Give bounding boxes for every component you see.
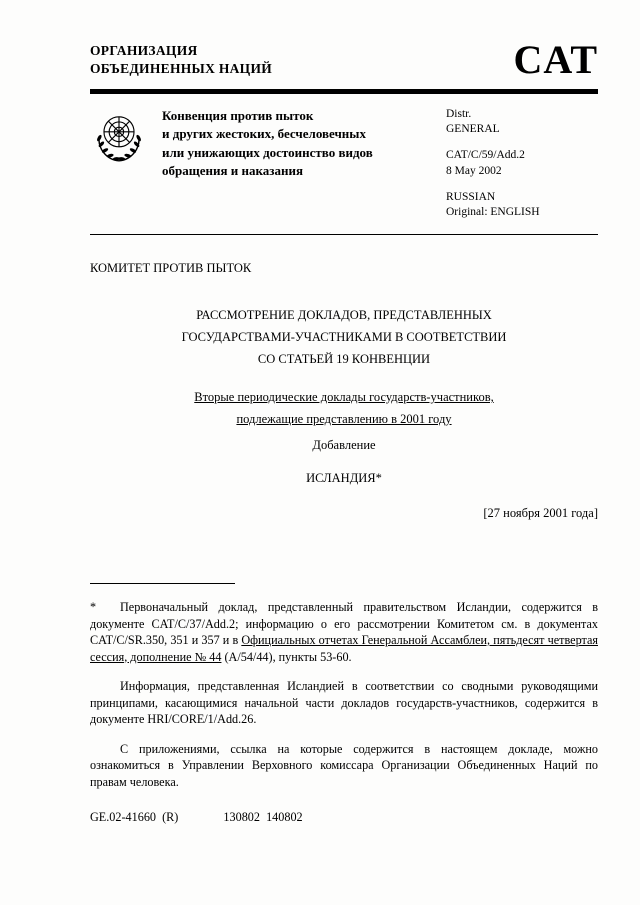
document-number: CAT/C/59/Add.2: [446, 149, 525, 162]
convention-title-line3: или унижающих достоинство видов: [162, 144, 373, 160]
distr-value: GENERAL: [446, 123, 500, 136]
organization-name-line2: ОБЪЕДИНЕННЫХ НАЦИЙ: [90, 61, 273, 77]
organization-name-line1: ОРГАНИЗАЦИЯ: [90, 43, 198, 58]
footnote-3: С приложениями, ссылка на которые содержится в настоящем докладе, можно ознакомиться в Управлении Верховного комиссара Организации Объединенных Наций по правам человека.: [90, 741, 598, 789]
footnote-1-text-end: (А/54/44), пункты 53-60.: [221, 649, 352, 664]
print-codes: 130802 140802: [223, 810, 303, 824]
convention-title-line2: и других жестоких, бесчеловечных: [162, 126, 366, 142]
convention-title-line4: обращения и наказания: [162, 163, 304, 179]
document-symbol: CAT: [513, 37, 598, 82]
page-footer: [90, 810, 303, 825]
convention-title: [162, 107, 434, 220]
report-title-line2: ГОСУДАРСТВАМИ-УЧАСТНИКАМИ В СООТВЕТСТВИИ: [181, 330, 507, 345]
distr-label: Distr.: [446, 108, 472, 120]
un-emblem-icon: [90, 109, 148, 220]
footnote-separator-rule: [90, 583, 235, 584]
committee-heading: КОМИТЕТ ПРОТИВ ПЫТОК: [90, 261, 252, 276]
report-title: [90, 304, 598, 370]
document-language: RUSSIAN: [446, 190, 496, 203]
masthead: [90, 107, 598, 220]
organization-name: [90, 42, 272, 78]
footnote-1-text: Первоначальный доклад, представленный правительством Исландии, содержится в документе CAT/C/37/Add.2; информацию о его рассмотрении Комитетом см. в документах CAT/C/SR.350, 351 и 357 и в: [90, 600, 598, 648]
report-title-line1: РАССМОТРЕНИЕ ДОКЛАДОВ, ПРЕДСТАВЛЕННЫХ: [196, 308, 492, 323]
document-body: [90, 261, 598, 521]
footnote-marker: *: [90, 600, 97, 615]
footnotes-section: [90, 599, 598, 790]
convention-title-line1: Конвенция против пыток: [162, 108, 314, 123]
addendum-label: Добавление: [312, 438, 376, 453]
distribution-block: [446, 107, 598, 220]
document-header: [90, 37, 598, 84]
document-date: 8 May 2002: [446, 164, 502, 177]
ge-number: GE.02-41660 (R): [90, 810, 179, 824]
document-original-language: Original: ENGLISH: [446, 205, 540, 218]
footnote-1-citation: Официальных отчетах Генеральной Ассамблеи, пятьдесят четвертая сессия, дополнение № 44: [90, 633, 598, 664]
masthead-thin-rule: [90, 234, 598, 235]
submission-date: [27 ноября 2001 года]: [483, 506, 598, 521]
footnote-2: Информация, представленная Исландией в соответствии со сводными руководящими принципами, касающимися начальной части докладов государств-участников, содержится в документе HRI/CORE/1/Add.26.: [90, 679, 598, 727]
footnote-1: [90, 599, 598, 665]
report-subtitle-line1: Вторые периодические доклады государств-участников,: [194, 390, 494, 405]
report-title-line3: СО СТАТЬЕЙ 19 КОНВЕНЦИИ: [257, 352, 431, 367]
spacer: [446, 179, 598, 190]
country-name: ИСЛАНДИЯ*: [306, 471, 382, 486]
report-subtitle-line2: подлежащие представлению в 2001 году: [236, 412, 452, 427]
header-thick-rule: [90, 89, 598, 94]
spacer: [446, 137, 598, 148]
report-subtitle: [90, 386, 598, 430]
